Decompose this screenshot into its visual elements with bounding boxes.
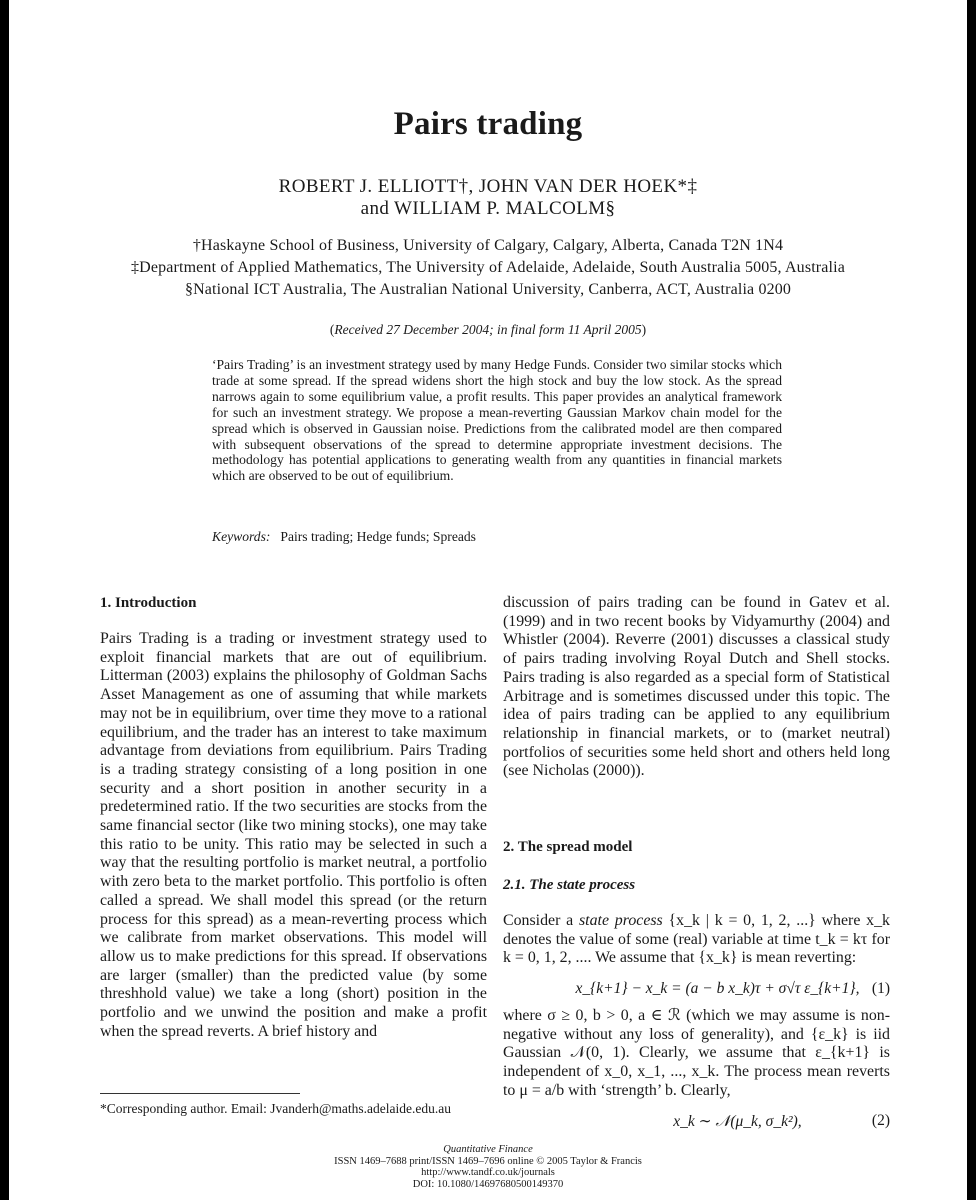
section-1-heading: 1. Introduction xyxy=(100,595,197,611)
author-line-2: and WILLIAM P. MALCOLM§ xyxy=(360,198,616,219)
doi-line: DOI: 10.1080/14697680500149370 xyxy=(412,1178,564,1190)
equation-2-number: (2) xyxy=(871,1112,890,1129)
received-text: Received 27 December 2004; in final form 11 April 2005 xyxy=(334,322,642,337)
state-process-paragraph: Consider a state process {x_k | k = 0, 1, 2, ...} where x_k denotes the value of some (real) variable at time t_k = kτ for k = 0, 1, 2, .... We assume that {x_k} is mean reverting: xyxy=(503,912,890,967)
journal-name: Quantitative Finance xyxy=(443,1144,533,1155)
equation-2 xyxy=(503,1112,890,1131)
paper-title: Pairs trading xyxy=(393,106,583,142)
equation-1-number: (1) xyxy=(871,980,890,997)
keywords-label: Keywords: xyxy=(212,529,271,544)
section-1-body: Pairs Trading is a trading or investment strategy used to exploit financial markets that are out of equilibrium. Litterman (2003) explains the philosophy of Goldman Sachs Asset Management as one of assuming that while markets may not be in equilibrium, over time they move to a rational equilibrium, and the trader has an interest to take maximum advantage from deviations from equilibrium. Pairs Trading is a trading strategy consisting of a long position in one security and a short position in another security in a predetermined ratio. If the two securities are stocks from the same financial sector (like two mining stocks), one may take this ratio to be unity. This ratio may be selected in such a way that the resulting portfolio is market neutral, a portfolio with zero beta to the market portfolio. This portfolio is often called a spread. We shall model this spread (or the return process for this spread) as a mean-reverting process which we calibrate from market observations. This model will allow us to make predictions for this spread. If observations are larger (smaller) than the predicted value (by some threshhold value) we take a long (short) position in the portfolio and we unwind the position and make a profit when the spread reverts. A brief history and xyxy=(100,630,487,1040)
affiliation-calgary: †Haskayne School of Business, University of Calgary, Calgary, Alberta, Canada T2N 1N4 xyxy=(192,237,784,254)
paper-page xyxy=(9,0,967,1200)
section-1-continued: discussion of pairs trading can be found in Gatev et al. (1999) and in two recent books by Vidyamurthy (2004) and Whistler (2004). Reverre (2001) discusses a classical study of pairs trading involving Royal Dutch and Shell stocks. Pairs trading is also regarded as a special form of Statistical Arbitrage and is sometimes discussed under this topic. The idea of pairs trading can be applied to any equilibrium relationship in financial markets, or to (market neutral) portfolios of securities some held short and others held long (see Nicholas (2000)). xyxy=(503,594,890,780)
keywords xyxy=(212,529,782,545)
corresponding-author-footnote: *Corresponding author. Email: Jvanderh@maths.adelaide.edu.au xyxy=(100,1101,451,1116)
abstract: ‘Pairs Trading’ is an investment strategy used by many Hedge Funds. Consider two similar stocks which trade at some spread. If the spread widens short the high stock and buy the low stock. As the spread narrows again to some equilibrium value, a profit results. This paper provides an analytical framework for such an investment strategy. We propose a mean-reverting Gaussian Markov chain model for the spread which is observed in Gaussian noise. Predictions from the calibrated model are then compared with subsequent observations of the spread to determine appropriate investment decisions. The methodology has potential applications to generating wealth from any quantities in financial markets which are observed to be out of equilibrium. xyxy=(212,357,782,484)
issn-line: ISSN 1469–7688 print/ISSN 1469–7696 online © 2005 Taylor & Francis xyxy=(334,1155,642,1167)
author-line-1: ROBERT J. ELLIOTT†, JOHN VAN DER HOEK*‡ xyxy=(278,176,698,197)
affiliation-adelaide: ‡Department of Applied Mathematics, The University of Adelaide, Adelaide, South Australia 5005, Australia xyxy=(131,259,845,276)
footnote-rule xyxy=(100,1093,300,1094)
equation-1 xyxy=(503,980,890,998)
state-process-term: state process xyxy=(579,912,663,929)
keywords-text: Pairs trading; Hedge funds; Spreads xyxy=(280,529,476,544)
affiliation-list xyxy=(9,235,967,301)
state-process-assumptions: where σ ≥ 0, b > 0, a ∈ ℛ (which we may assume is non-negative without any loss of generality), and {ε_k} is iid Gaussian 𝒩(0, 1). Clearly, we assume that ε_{k+1} is independent of x_0, x_1, ..., x_k. The process mean reverts to μ = a/b with ‘strength’ b. Clearly, xyxy=(503,1007,890,1099)
equation-2-formula: x_k ∼ 𝒩(μ_k, σ_k²), xyxy=(673,1113,802,1130)
subsection-2-1-heading: 2.1. The state process xyxy=(503,877,636,893)
affiliation-nicta: §National ICT Australia, The Australian National University, Canberra, ACT, Australia 0200 xyxy=(184,281,792,298)
publication-footer xyxy=(9,1144,967,1190)
equation-1-formula: x_{k+1} − x_k = (a − b x_k)τ + σ√τ ε_{k+1}, xyxy=(575,980,860,997)
author-list xyxy=(9,176,967,220)
journal-url[interactable]: http://www.tandf.co.uk/journals xyxy=(421,1167,555,1178)
section-2-heading: 2. The spread model xyxy=(503,839,633,855)
received-dates: (Received 27 December 2004; in final form 11 April 2005) xyxy=(329,322,647,337)
